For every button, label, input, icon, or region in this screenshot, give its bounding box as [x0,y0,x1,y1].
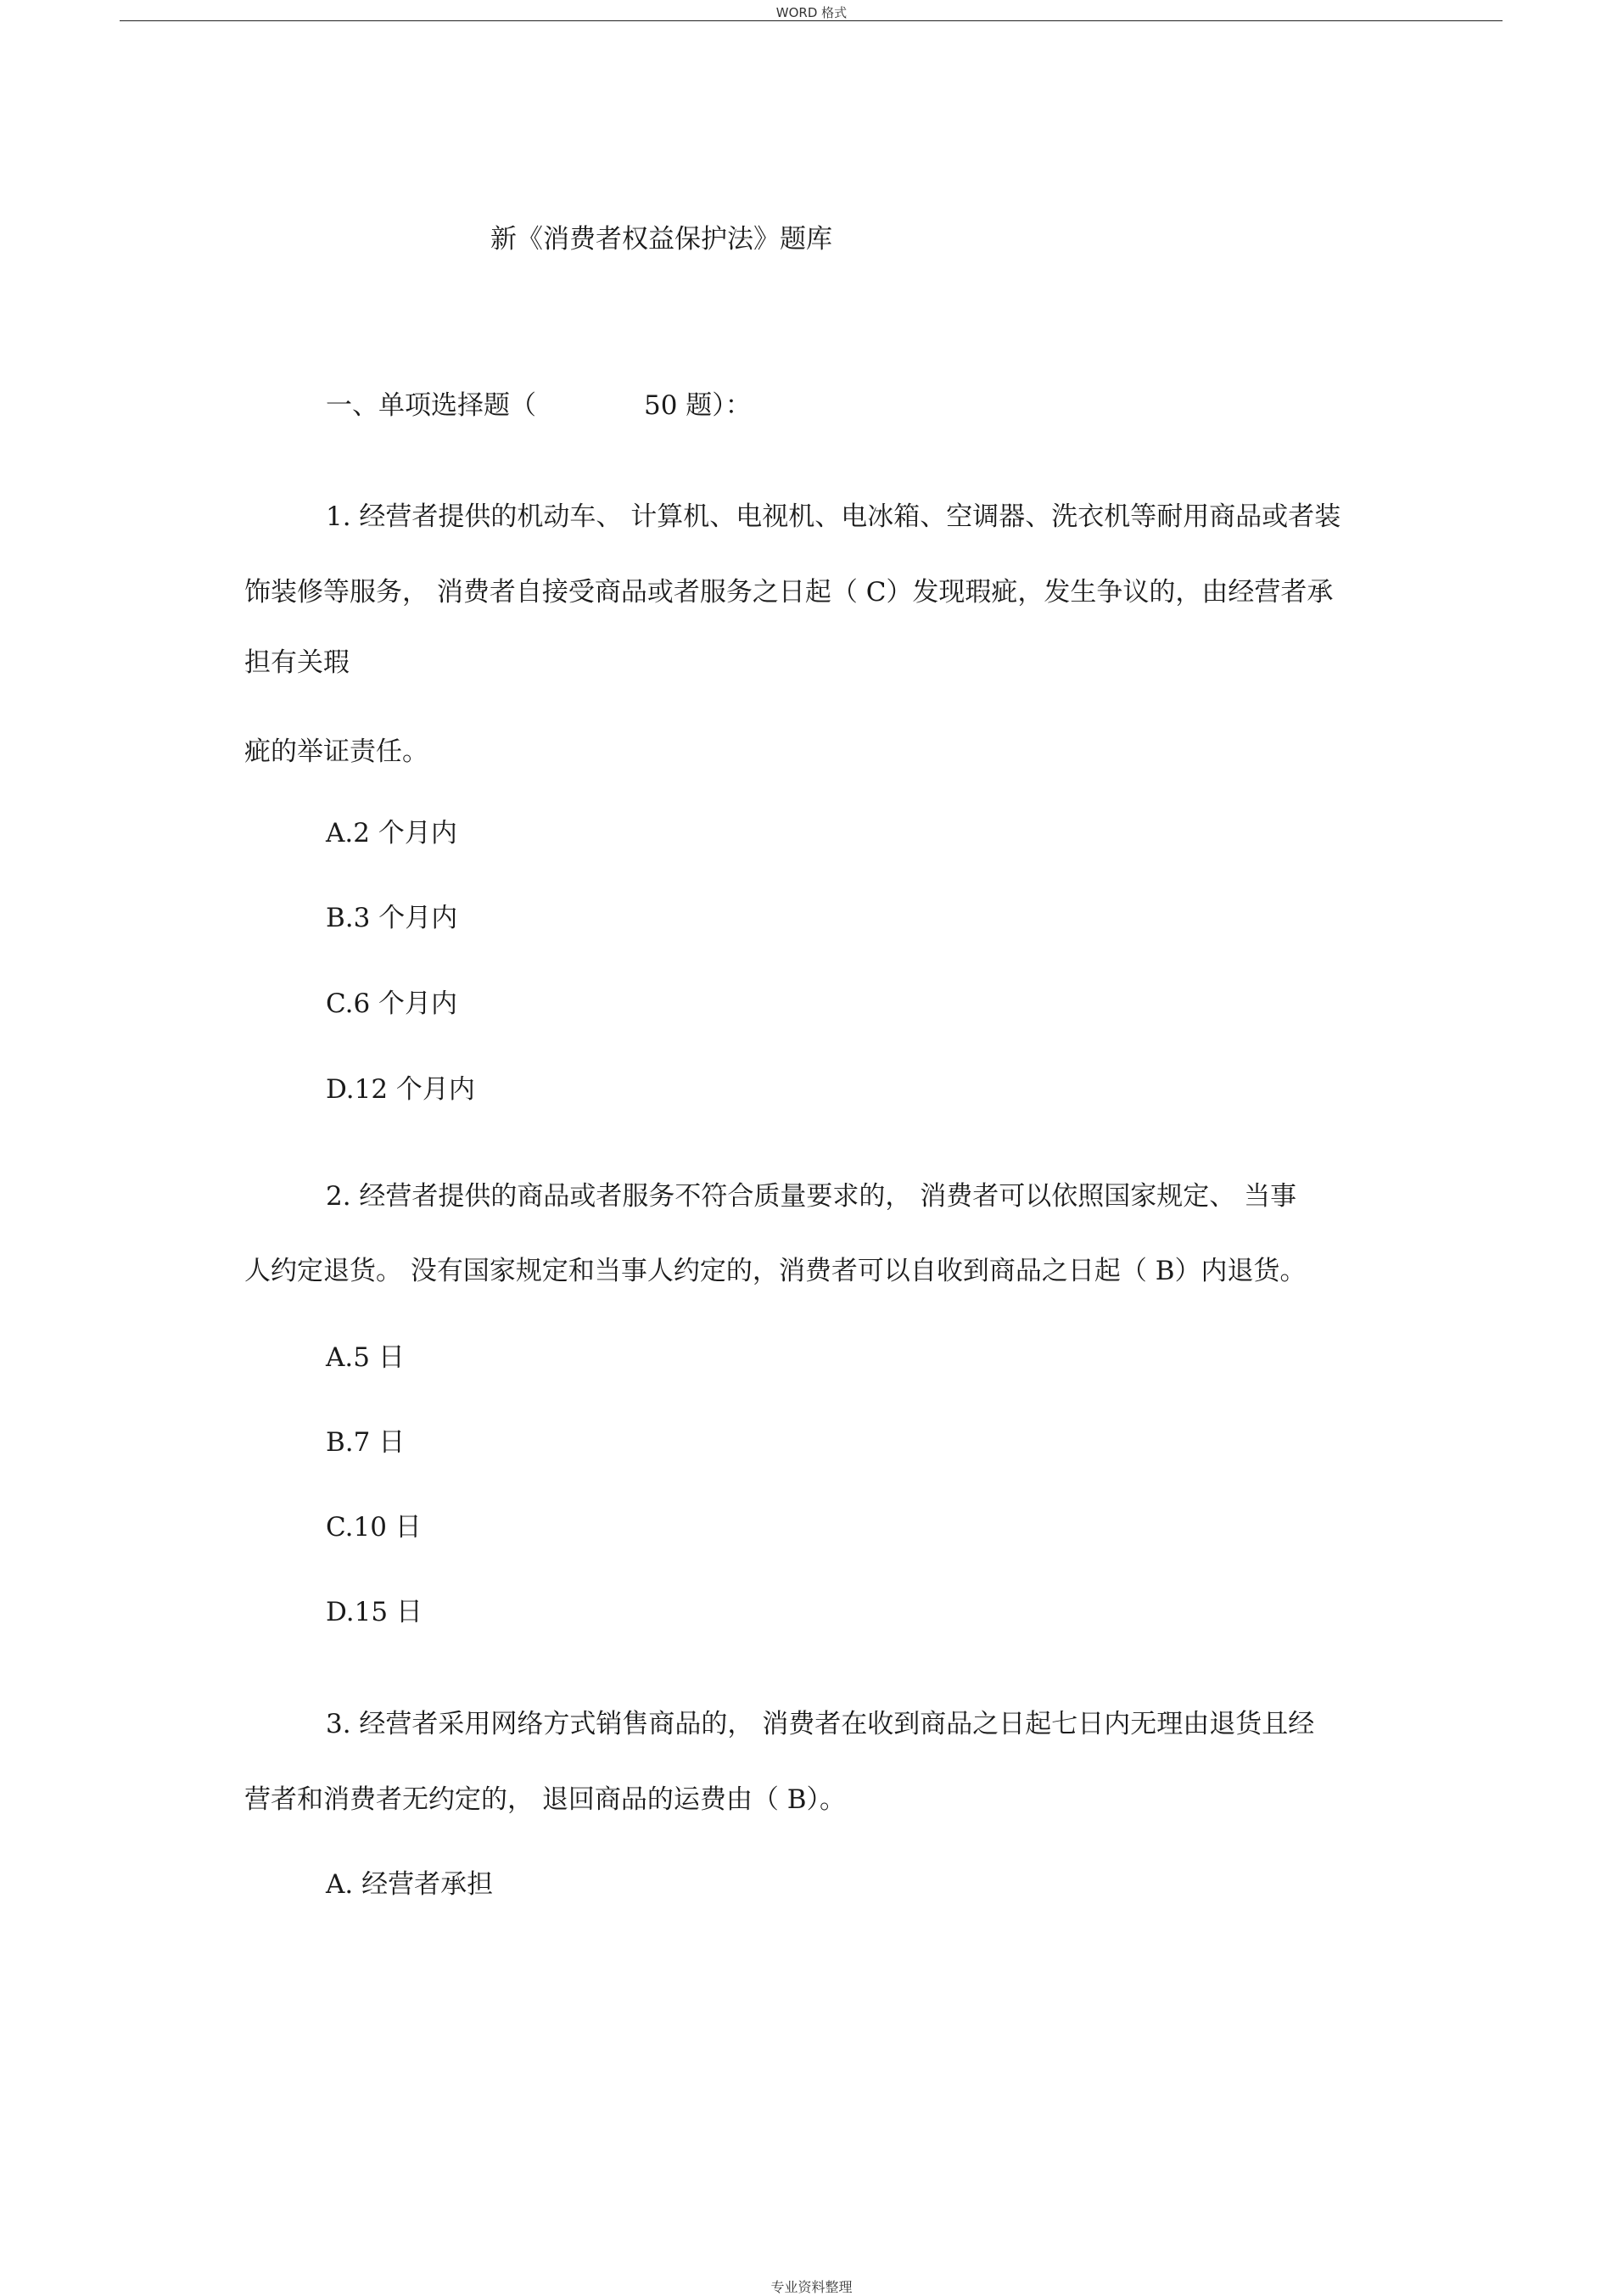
question-1-line-3: 担有关瑕 [244,647,350,678]
question-1-line-4: 疵的举证责任。 [244,736,428,767]
question-2-option-b: B.7 日 [326,1427,406,1458]
question-2-line-1: 2. 经营者提供的商品或者服务不符合质量要求的， 消费者可以依照国家规定、 当事 [326,1181,1297,1212]
question-2-option-d: D.15 日 [326,1597,423,1627]
question-2-option-a: A.5 日 [326,1342,405,1373]
question-2-line-2: 人约定退货。 没有国家规定和当事人约定的，消费者可以自收到商品之日起（ B）内退货。 [244,1256,1307,1286]
question-3-line-2: 营者和消费者无约定的， 退回商品的运费由（ B）。 [244,1784,846,1815]
question-3-option-a: A. 经营者承担 [326,1869,494,1900]
question-1-line-2: 饰装修等服务， 消费者自接受商品或者服务之日起（ C）发现瑕疵，发生争议的，由经营者承 [244,577,1334,608]
section-count: 50 题）： [644,390,752,421]
page-footer: 专业资料整理 [770,2279,853,2295]
section-heading [326,389,752,423]
header-divider [120,20,1503,21]
question-1-line-1: 1. 经营者提供的机动车、 计算机、电视机、电冰箱、空调器、洗衣机等耐用商品或者装 [326,501,1341,532]
question-3-line-1: 3. 经营者采用网络方式销售商品的， 消费者在收到商品之日起七日内无理由退货且经 [326,1709,1315,1739]
question-2-option-c: C.10 日 [326,1512,422,1543]
question-1-option-a: A.2 个月内 [326,818,457,848]
question-1-option-c: C.6 个月内 [326,988,458,1019]
document-title: 新《消费者权益保护法》题库 [490,224,832,255]
section-label: 一、单项选择题（ [326,390,536,421]
question-1-option-b: B.3 个月内 [326,903,458,933]
question-1-option-d: D.12 个月内 [326,1074,475,1105]
page-header: WORD 格式 [775,5,848,20]
